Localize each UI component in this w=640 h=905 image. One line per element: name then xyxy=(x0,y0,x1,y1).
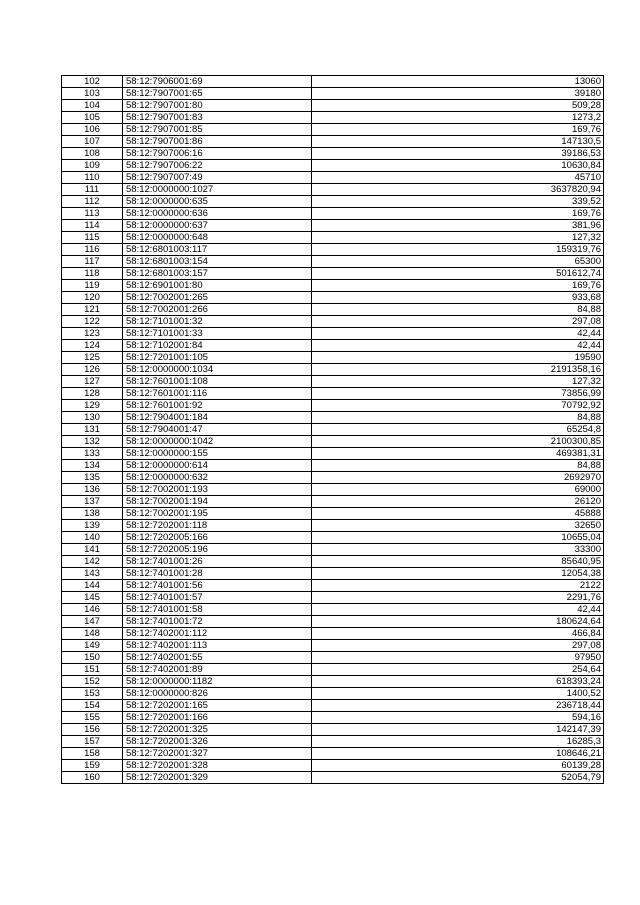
table-row xyxy=(62,544,604,556)
cadastral-value: 42,44 xyxy=(312,604,604,616)
row-number: 118 xyxy=(62,268,123,280)
cadastral-value: 108646,21 xyxy=(312,748,604,760)
row-number: 156 xyxy=(62,724,123,736)
table-row xyxy=(62,208,604,220)
cadastral-value: 84,88 xyxy=(312,460,604,472)
row-number: 125 xyxy=(62,352,123,364)
cadastral-number: 58:12:0000000:1034 xyxy=(123,364,312,376)
cadastral-value: 933,68 xyxy=(312,292,604,304)
cadastral-value: 84,88 xyxy=(312,412,604,424)
table-row xyxy=(62,88,604,100)
cadastral-value: 2191358,16 xyxy=(312,364,604,376)
table-row xyxy=(62,364,604,376)
row-number: 122 xyxy=(62,316,123,328)
row-number: 140 xyxy=(62,532,123,544)
row-number: 105 xyxy=(62,112,123,124)
table-row xyxy=(62,340,604,352)
cadastral-number: 58:12:6801003:154 xyxy=(123,256,312,268)
cadastral-value: 509,28 xyxy=(312,100,604,112)
cadastral-value: 10655,04 xyxy=(312,532,604,544)
table-row xyxy=(62,556,604,568)
table-row xyxy=(62,220,604,232)
cadastral-number: 58:12:7601001:92 xyxy=(123,400,312,412)
cadastral-value: 65300 xyxy=(312,256,604,268)
table-row xyxy=(62,724,604,736)
cadastral-value: 19590 xyxy=(312,352,604,364)
row-number: 134 xyxy=(62,460,123,472)
cadastral-value: 39180 xyxy=(312,88,604,100)
cadastral-number: 58:12:7401001:28 xyxy=(123,568,312,580)
cadastral-number: 58:12:0000000:155 xyxy=(123,448,312,460)
cadastral-value: 594,16 xyxy=(312,712,604,724)
row-number: 133 xyxy=(62,448,123,460)
cadastral-value: 169,76 xyxy=(312,208,604,220)
cadastral-value: 466,84 xyxy=(312,628,604,640)
row-number: 157 xyxy=(62,736,123,748)
table-row xyxy=(62,520,604,532)
table-row xyxy=(62,316,604,328)
row-number: 107 xyxy=(62,136,123,148)
table-row xyxy=(62,532,604,544)
row-number: 150 xyxy=(62,652,123,664)
table-row xyxy=(62,100,604,112)
row-number: 143 xyxy=(62,568,123,580)
cadastral-number: 58:12:7101001:32 xyxy=(123,316,312,328)
row-number: 127 xyxy=(62,376,123,388)
row-number: 130 xyxy=(62,412,123,424)
table-row xyxy=(62,232,604,244)
cadastral-value: 2122 xyxy=(312,580,604,592)
cadastral-number: 58:12:7401001:72 xyxy=(123,616,312,628)
cadastral-value: 69000 xyxy=(312,484,604,496)
cadastral-number: 58:12:0000000:826 xyxy=(123,688,312,700)
cadastral-number: 58:12:7402001:55 xyxy=(123,652,312,664)
cadastral-number: 58:12:7402001:89 xyxy=(123,664,312,676)
cadastral-number: 58:12:0000000:635 xyxy=(123,196,312,208)
table-row xyxy=(62,184,604,196)
cadastral-number: 58:12:7601001:108 xyxy=(123,376,312,388)
table-row xyxy=(62,160,604,172)
row-number: 112 xyxy=(62,196,123,208)
table-row xyxy=(62,676,604,688)
table-row xyxy=(62,124,604,136)
cadastral-number: 58:12:0000000:1182 xyxy=(123,676,312,688)
cadastral-number: 58:12:7202001:328 xyxy=(123,760,312,772)
cadastral-value: 42,44 xyxy=(312,340,604,352)
cadastral-number: 58:12:7002001:193 xyxy=(123,484,312,496)
cadastral-number: 58:12:0000000:648 xyxy=(123,232,312,244)
cadastral-number: 58:12:7401001:58 xyxy=(123,604,312,616)
cadastral-number: 58:12:7202001:166 xyxy=(123,712,312,724)
cadastral-value: 469381,31 xyxy=(312,448,604,460)
cadastral-value: 254,64 xyxy=(312,664,604,676)
cadastral-number: 58:12:7907006:16 xyxy=(123,148,312,160)
table-row xyxy=(62,484,604,496)
cadastral-value: 3637820,94 xyxy=(312,184,604,196)
table-row xyxy=(62,376,604,388)
table-row xyxy=(62,568,604,580)
table-row xyxy=(62,304,604,316)
cadastral-number: 58:12:7002001:194 xyxy=(123,496,312,508)
cadastral-value: 26120 xyxy=(312,496,604,508)
row-number: 146 xyxy=(62,604,123,616)
table-row xyxy=(62,148,604,160)
row-number: 144 xyxy=(62,580,123,592)
table-row xyxy=(62,736,604,748)
cadastral-number: 58:12:7202001:118 xyxy=(123,520,312,532)
row-number: 136 xyxy=(62,484,123,496)
row-number: 155 xyxy=(62,712,123,724)
cadastral-value: 169,76 xyxy=(312,280,604,292)
table-row xyxy=(62,280,604,292)
cadastral-number: 58:12:6901001:80 xyxy=(123,280,312,292)
cadastral-value: 12054,38 xyxy=(312,568,604,580)
row-number: 108 xyxy=(62,148,123,160)
table-row xyxy=(62,328,604,340)
cadastral-value-table xyxy=(61,75,604,784)
table-row xyxy=(62,436,604,448)
cadastral-value: 169,76 xyxy=(312,124,604,136)
cadastral-number: 58:12:7402001:112 xyxy=(123,628,312,640)
cadastral-value: 2100300,85 xyxy=(312,436,604,448)
table-row xyxy=(62,400,604,412)
table-row xyxy=(62,412,604,424)
cadastral-value: 339,52 xyxy=(312,196,604,208)
table-row xyxy=(62,640,604,652)
cadastral-number: 58:12:7201001:105 xyxy=(123,352,312,364)
cadastral-value: 180624,64 xyxy=(312,616,604,628)
cadastral-number: 58:12:7002001:195 xyxy=(123,508,312,520)
cadastral-number: 58:12:7907001:86 xyxy=(123,136,312,148)
cadastral-number: 58:12:6801003:117 xyxy=(123,244,312,256)
cadastral-value: 33300 xyxy=(312,544,604,556)
row-number: 106 xyxy=(62,124,123,136)
table-row xyxy=(62,472,604,484)
cadastral-value: 297,08 xyxy=(312,316,604,328)
row-number: 109 xyxy=(62,160,123,172)
cadastral-value: 45710 xyxy=(312,172,604,184)
row-number: 138 xyxy=(62,508,123,520)
cadastral-number: 58:12:7202001:326 xyxy=(123,736,312,748)
cadastral-number: 58:12:7202001:327 xyxy=(123,748,312,760)
cadastral-value: 381,96 xyxy=(312,220,604,232)
table-row xyxy=(62,424,604,436)
cadastral-value: 2692970 xyxy=(312,472,604,484)
row-number: 142 xyxy=(62,556,123,568)
cadastral-value: 39186,53 xyxy=(312,148,604,160)
table-row xyxy=(62,700,604,712)
cadastral-number: 58:12:7402001:113 xyxy=(123,640,312,652)
row-number: 104 xyxy=(62,100,123,112)
row-number: 110 xyxy=(62,172,123,184)
row-number: 116 xyxy=(62,244,123,256)
cadastral-value: 1400,52 xyxy=(312,688,604,700)
cadastral-value: 52054,79 xyxy=(312,772,604,784)
cadastral-number: 58:12:7904001:47 xyxy=(123,424,312,436)
cadastral-value: 501612,74 xyxy=(312,268,604,280)
row-number: 124 xyxy=(62,340,123,352)
cadastral-number: 58:12:0000000:1027 xyxy=(123,184,312,196)
row-number: 113 xyxy=(62,208,123,220)
table-row xyxy=(62,508,604,520)
cadastral-number: 58:12:7601001:116 xyxy=(123,388,312,400)
cadastral-value: 45888 xyxy=(312,508,604,520)
table-row xyxy=(62,292,604,304)
table-row xyxy=(62,652,604,664)
table-row xyxy=(62,712,604,724)
row-number: 103 xyxy=(62,88,123,100)
table-row xyxy=(62,760,604,772)
row-number: 126 xyxy=(62,364,123,376)
row-number: 154 xyxy=(62,700,123,712)
cadastral-number: 58:12:7907001:83 xyxy=(123,112,312,124)
row-number: 117 xyxy=(62,256,123,268)
cadastral-value: 2291,76 xyxy=(312,592,604,604)
table-row xyxy=(62,772,604,784)
cadastral-number: 58:12:7202005:166 xyxy=(123,532,312,544)
cadastral-value: 73856,99 xyxy=(312,388,604,400)
cadastral-value: 13060 xyxy=(312,76,604,88)
table-row xyxy=(62,688,604,700)
table-row xyxy=(62,460,604,472)
cadastral-value: 147130,5 xyxy=(312,136,604,148)
cadastral-value: 97950 xyxy=(312,652,604,664)
table-row xyxy=(62,388,604,400)
row-number: 131 xyxy=(62,424,123,436)
cadastral-value: 85640,95 xyxy=(312,556,604,568)
cadastral-value: 32650 xyxy=(312,520,604,532)
row-number: 141 xyxy=(62,544,123,556)
cadastral-number: 58:12:7907001:65 xyxy=(123,88,312,100)
row-number: 128 xyxy=(62,388,123,400)
cadastral-value: 297,08 xyxy=(312,640,604,652)
table-row xyxy=(62,136,604,148)
cadastral-value: 127,32 xyxy=(312,376,604,388)
cadastral-value: 70792,92 xyxy=(312,400,604,412)
table-row xyxy=(62,628,604,640)
cadastral-value: 65254,8 xyxy=(312,424,604,436)
cadastral-number: 58:12:7002001:265 xyxy=(123,292,312,304)
table-row xyxy=(62,172,604,184)
cadastral-value: 142147,39 xyxy=(312,724,604,736)
table-row xyxy=(62,244,604,256)
cadastral-number: 58:12:7907001:85 xyxy=(123,124,312,136)
row-number: 115 xyxy=(62,232,123,244)
cadastral-number: 58:12:0000000:632 xyxy=(123,472,312,484)
table-row xyxy=(62,268,604,280)
table-row xyxy=(62,604,604,616)
cadastral-number: 58:12:6801003:157 xyxy=(123,268,312,280)
table-row xyxy=(62,196,604,208)
cadastral-number: 58:12:7401001:26 xyxy=(123,556,312,568)
row-number: 135 xyxy=(62,472,123,484)
cadastral-number: 58:12:7202001:329 xyxy=(123,772,312,784)
cadastral-number: 58:12:7907006:22 xyxy=(123,160,312,172)
cadastral-number: 58:12:7202001:325 xyxy=(123,724,312,736)
cadastral-number: 58:12:7002001:266 xyxy=(123,304,312,316)
row-number: 120 xyxy=(62,292,123,304)
row-number: 158 xyxy=(62,748,123,760)
row-number: 119 xyxy=(62,280,123,292)
table-row xyxy=(62,748,604,760)
row-number: 114 xyxy=(62,220,123,232)
row-number: 111 xyxy=(62,184,123,196)
cadastral-number: 58:12:0000000:636 xyxy=(123,208,312,220)
cadastral-number: 58:12:0000000:614 xyxy=(123,460,312,472)
row-number: 137 xyxy=(62,496,123,508)
table-body xyxy=(62,76,604,784)
row-number: 129 xyxy=(62,400,123,412)
cadastral-number: 58:12:7907001:80 xyxy=(123,100,312,112)
cadastral-value: 236718,44 xyxy=(312,700,604,712)
table-row xyxy=(62,448,604,460)
cadastral-value: 60139,28 xyxy=(312,760,604,772)
table-row xyxy=(62,592,604,604)
cadastral-number: 58:12:0000000:637 xyxy=(123,220,312,232)
cadastral-number: 58:12:7907007:49 xyxy=(123,172,312,184)
table-row xyxy=(62,496,604,508)
cadastral-number: 58:12:7401001:56 xyxy=(123,580,312,592)
row-number: 132 xyxy=(62,436,123,448)
cadastral-number: 58:12:7202005:196 xyxy=(123,544,312,556)
cadastral-value: 159319,76 xyxy=(312,244,604,256)
row-number: 159 xyxy=(62,760,123,772)
table-row xyxy=(62,352,604,364)
row-number: 123 xyxy=(62,328,123,340)
cadastral-number: 58:12:7202001:165 xyxy=(123,700,312,712)
table-row xyxy=(62,256,604,268)
cadastral-number: 58:12:7906001:69 xyxy=(123,76,312,88)
cadastral-value: 10630,84 xyxy=(312,160,604,172)
cadastral-value: 127,32 xyxy=(312,232,604,244)
row-number: 152 xyxy=(62,676,123,688)
table-row xyxy=(62,112,604,124)
table-row xyxy=(62,580,604,592)
cadastral-value: 42,44 xyxy=(312,328,604,340)
row-number: 153 xyxy=(62,688,123,700)
table-row xyxy=(62,616,604,628)
cadastral-value: 84,88 xyxy=(312,304,604,316)
cadastral-number: 58:12:7904001:184 xyxy=(123,412,312,424)
cadastral-value: 16285,3 xyxy=(312,736,604,748)
cadastral-number: 58:12:7101001:33 xyxy=(123,328,312,340)
cadastral-number: 58:12:0000000:1042 xyxy=(123,436,312,448)
cadastral-value: 1273,2 xyxy=(312,112,604,124)
row-number: 121 xyxy=(62,304,123,316)
row-number: 151 xyxy=(62,664,123,676)
row-number: 149 xyxy=(62,640,123,652)
cadastral-number: 58:12:7102001:84 xyxy=(123,340,312,352)
row-number: 147 xyxy=(62,616,123,628)
row-number: 145 xyxy=(62,592,123,604)
row-number: 139 xyxy=(62,520,123,532)
row-number: 102 xyxy=(62,76,123,88)
table-row xyxy=(62,664,604,676)
table-row xyxy=(62,76,604,88)
row-number: 160 xyxy=(62,772,123,784)
row-number: 148 xyxy=(62,628,123,640)
cadastral-value: 618393,24 xyxy=(312,676,604,688)
cadastral-number: 58:12:7401001:57 xyxy=(123,592,312,604)
